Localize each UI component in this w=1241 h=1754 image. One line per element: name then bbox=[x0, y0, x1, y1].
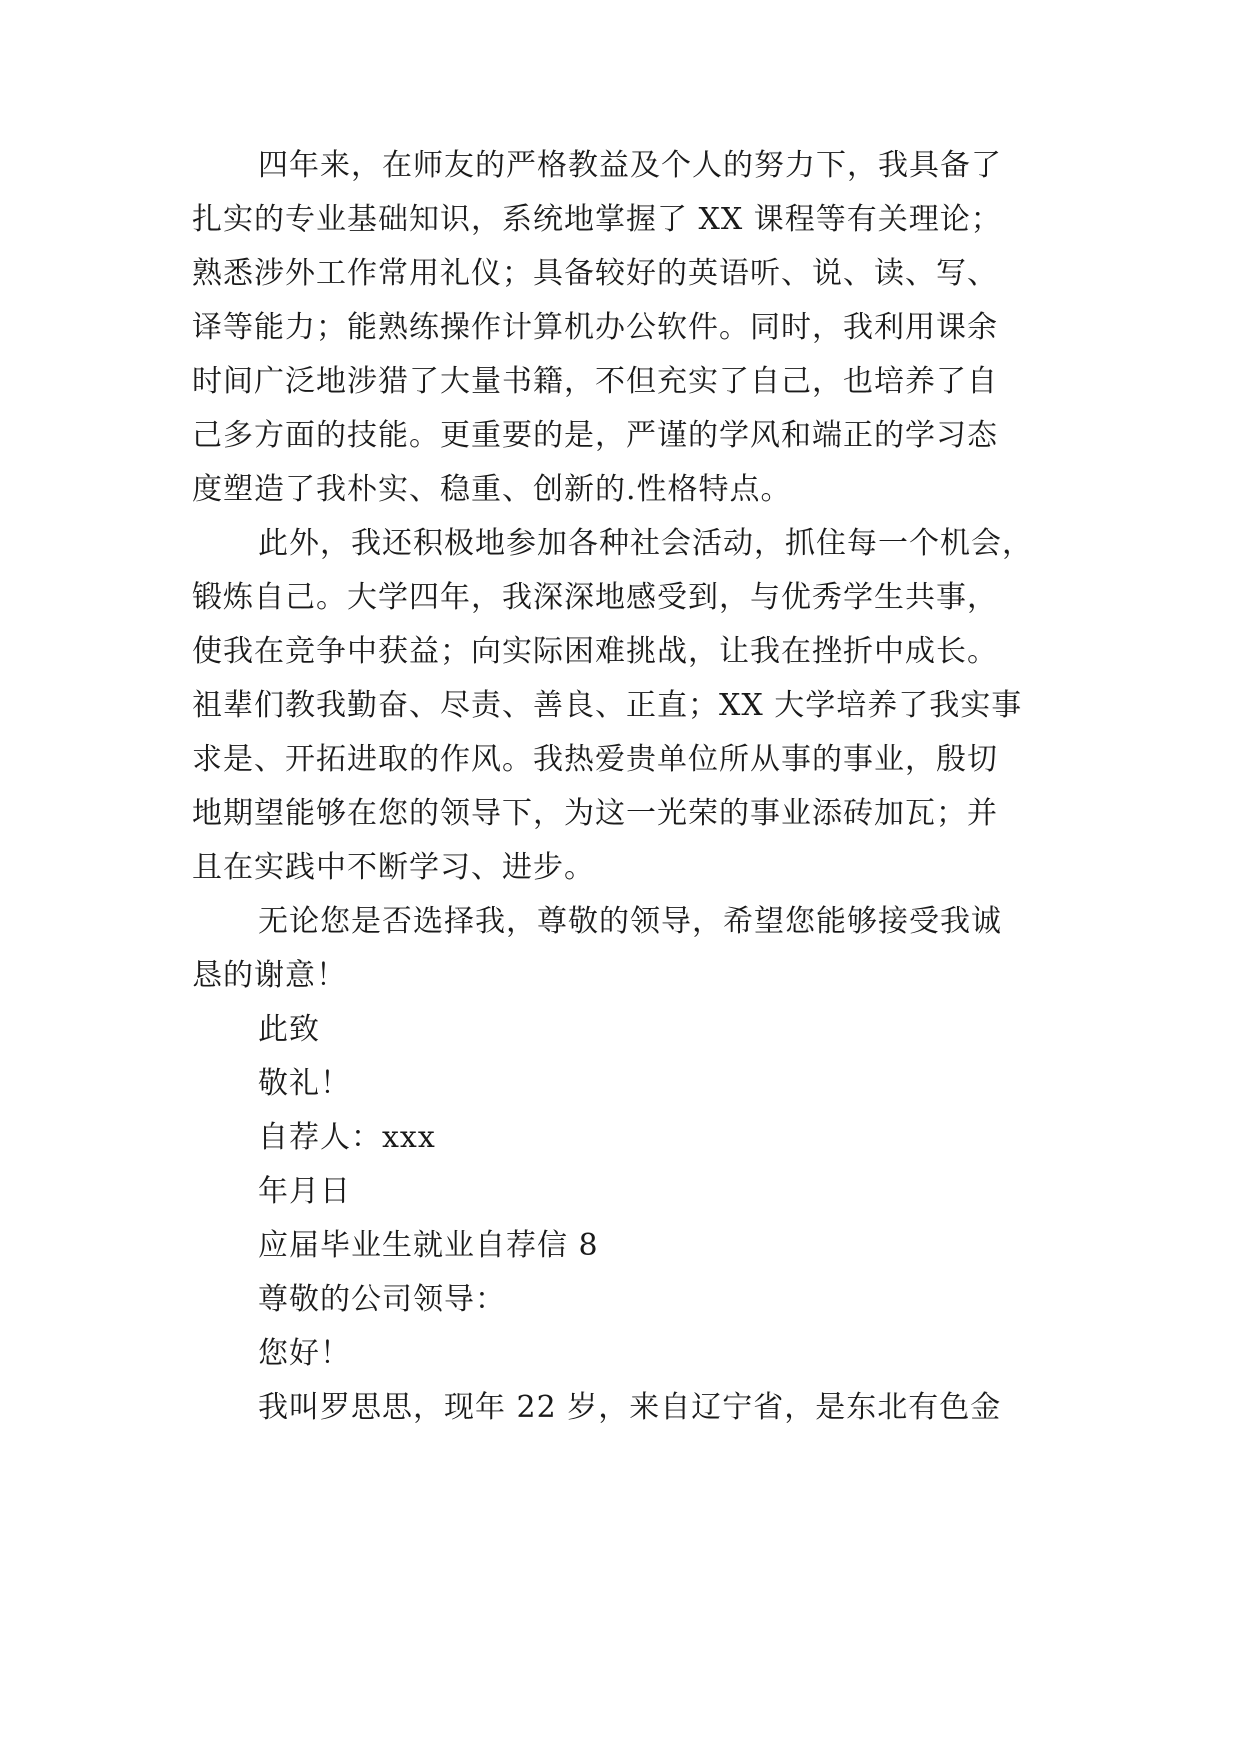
text-line: 使我在竞争中获益；向实际困难挑战，让我在挫折中成长。 bbox=[192, 634, 998, 669]
text-line: 译等能力；能熟练操作计算机办公软件。同时，我利用课余 bbox=[192, 310, 998, 345]
text-line: 求是、开拓进取的作风。我热爱贵单位所从事的事业，殷切 bbox=[192, 742, 998, 777]
text-line: 锻炼自己。大学四年，我深深地感受到，与优秀学生共事， bbox=[192, 580, 998, 615]
text-line: 熟悉涉外工作常用礼仪；具备较好的英语听、说、读、写、 bbox=[192, 256, 998, 291]
text-line: 地期望能够在您的领导下，为这一光荣的事业添砖加瓦；并 bbox=[192, 796, 998, 831]
text-line: 四年来，在师友的严格教益及个人的努力下，我具备了 bbox=[258, 148, 1002, 183]
section-title: 应届毕业生就业自荐信 8 bbox=[258, 1228, 599, 1263]
signature-line: 自荐人：xxx bbox=[258, 1120, 436, 1155]
salutation-line: 尊敬的公司领导： bbox=[258, 1282, 506, 1317]
text-line: 无论您是否选择我，尊敬的领导，希望您能够接受我诚 bbox=[258, 904, 1002, 939]
text-line: 此外，我还积极地参加各种社会活动，抓住每一个机会， bbox=[258, 526, 1033, 561]
text-line: 扎实的专业基础知识，系统地掌握了 XX 课程等有关理论； bbox=[192, 202, 1002, 237]
greeting-line: 您好！ bbox=[258, 1336, 351, 1371]
text-line: 恳的谢意！ bbox=[192, 958, 347, 993]
date-line: 年月日 bbox=[258, 1174, 351, 1209]
text-line: 己多方面的技能。更重要的是，严谨的学风和端正的学习态 bbox=[192, 418, 998, 453]
text-line: 我叫罗思思，现年 22 岁，来自辽宁省，是东北有色金 bbox=[258, 1390, 1002, 1425]
closing-line: 敬礼！ bbox=[258, 1066, 351, 1101]
closing-line: 此致 bbox=[258, 1012, 320, 1047]
text-line: 且在实践中不断学习、进步。 bbox=[192, 850, 595, 885]
text-line: 祖辈们教我勤奋、尽责、善良、正直；XX 大学培养了我实事 bbox=[192, 688, 1023, 723]
text-line: 时间广泛地涉猎了大量书籍，不但充实了自己，也培养了自 bbox=[192, 364, 998, 399]
text-line: 度塑造了我朴实、稳重、创新的.性格特点。 bbox=[192, 472, 792, 507]
